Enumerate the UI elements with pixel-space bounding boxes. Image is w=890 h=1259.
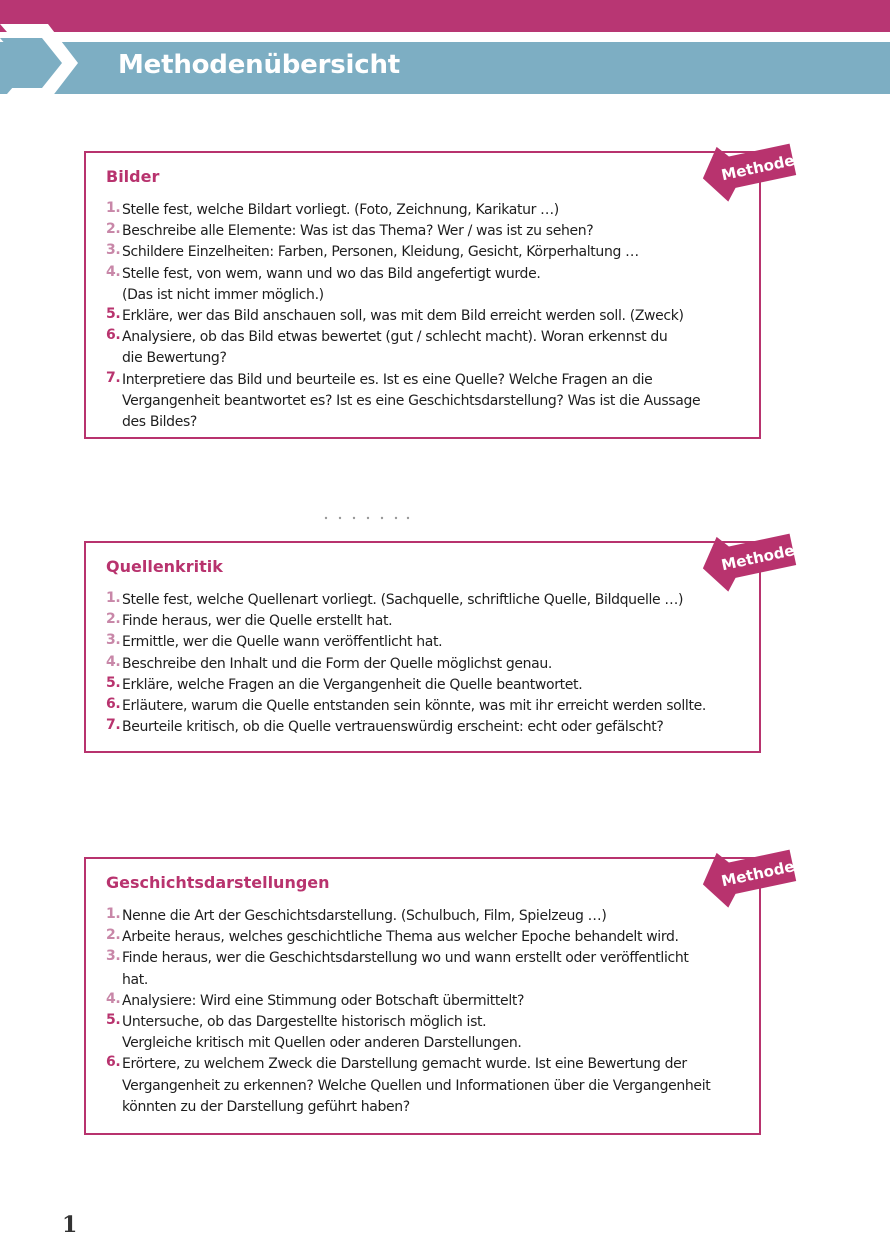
step-item — [106, 906, 746, 927]
step-text-line: die Bewertung? — [122, 350, 227, 367]
step-number: 6. — [106, 1054, 121, 1071]
step-item — [106, 991, 746, 1012]
page-title: Methodenübersicht — [118, 50, 400, 80]
step-item — [106, 717, 746, 738]
step-text-line: Arbeite heraus, welches geschichtliche Thema aus welcher Epoche behandelt wird. — [122, 929, 679, 946]
card-title: Quellenkritik — [106, 557, 223, 576]
step-text-line: Vergleiche kritisch mit Quellen oder anderen Darstellungen. — [122, 1035, 522, 1052]
step-number: 5. — [106, 305, 121, 322]
step-text-line: Erörtere, zu welchem Zweck die Darstellung gemacht wurde. Ist eine Bewertung der — [122, 1056, 687, 1073]
step-number: 2. — [106, 927, 121, 944]
method-card-quellenkritik — [84, 541, 761, 753]
step-text-line: Untersuche, ob das Dargestellte historisch möglich ist. — [122, 1013, 487, 1030]
steps-list — [106, 200, 746, 433]
method-card-geschichtsdarstellungen — [84, 857, 761, 1135]
methode-badge-label: Methode — [719, 151, 797, 185]
step-item — [106, 1054, 746, 1118]
step-number: 6. — [106, 695, 121, 712]
steps-list — [106, 590, 746, 738]
step-text-line: Stelle fest, welche Bildart vorliegt. (Foto, Zeichnung, Karikatur …) — [122, 202, 559, 218]
step-text-line: Vergangenheit zu erkennen? Welche Quellen und Informationen über die Vergangenheit — [122, 1077, 711, 1094]
step-text-line: Ermittle, wer die Quelle wann veröffentlicht hat. — [122, 634, 443, 651]
step-text-line: Erkläre, welche Fragen an die Vergangenheit die Quelle beantwortet. — [122, 676, 583, 693]
card-title: Geschichtsdarstellungen — [106, 873, 330, 892]
step-item — [106, 1012, 746, 1054]
step-number: 6. — [106, 327, 121, 344]
step-item — [106, 200, 746, 221]
divider-dots — [322, 515, 412, 521]
step-text-line: (Das ist nicht immer möglich.) — [122, 286, 324, 303]
step-text-line: Stelle fest, von wem, wann und wo das Bild angefertigt wurde. — [122, 265, 541, 282]
steps-list — [106, 906, 746, 1118]
step-item — [106, 590, 746, 611]
step-item — [106, 327, 746, 369]
methode-badge-icon — [700, 522, 800, 596]
step-item — [106, 654, 746, 675]
step-text-line: Beschreibe alle Elemente: Was ist das Thema? Wer / was ist zu sehen? — [122, 223, 594, 240]
methode-badge-icon — [700, 132, 800, 206]
step-item — [106, 927, 746, 948]
step-text-line: Finde heraus, wer die Quelle erstellt hat. — [122, 613, 393, 630]
step-text-line: Finde heraus, wer die Geschichtsdarstellung wo und wann erstellt oder veröffentlicht — [122, 950, 689, 967]
method-card-bilder — [84, 151, 761, 439]
step-number: 4. — [106, 263, 121, 280]
step-item — [106, 611, 746, 632]
methode-badge-icon — [700, 838, 800, 912]
step-number: 3. — [106, 632, 121, 649]
step-text-line: Beurteile kritisch, ob die Quelle vertrauenswürdig erscheint: echt oder gefälscht? — [122, 719, 664, 736]
step-item — [106, 306, 746, 327]
step-number: 1. — [106, 590, 121, 606]
step-item — [106, 948, 746, 990]
card-title: Bilder — [106, 167, 160, 186]
step-number: 3. — [106, 948, 121, 965]
step-number: 2. — [106, 221, 121, 238]
step-item — [106, 221, 746, 242]
step-number: 4. — [106, 990, 121, 1007]
step-text-line: des Bildes? — [122, 413, 198, 430]
step-number: 7. — [106, 717, 121, 734]
step-item — [106, 696, 746, 717]
step-number: 7. — [106, 369, 121, 386]
step-text-line: Analysiere, ob das Bild etwas bewertet (gut / schlecht macht). Woran erkennst du — [122, 329, 668, 346]
step-number: 3. — [106, 242, 121, 259]
step-item — [106, 675, 746, 696]
step-number: 4. — [106, 653, 121, 670]
step-text-line: Vergangenheit beantwortet es? Ist es eine Geschichtsdarstellung? Was ist die Aussage — [122, 392, 701, 409]
step-item — [106, 370, 746, 434]
step-item — [106, 242, 746, 263]
top-color-bar — [0, 0, 890, 32]
step-number: 5. — [106, 1011, 121, 1028]
step-text-line: könnten zu der Darstellung geführt haben? — [122, 1098, 410, 1115]
step-text-line: hat. — [122, 971, 148, 988]
step-item — [106, 632, 746, 653]
step-number: 1. — [106, 200, 121, 216]
step-text-line: Beschreibe den Inhalt und die Form der Quelle möglichst genau. — [122, 655, 553, 672]
methode-badge-label: Methode — [719, 857, 797, 891]
step-item — [106, 264, 746, 306]
step-text-line: Erkläre, wer das Bild anschauen soll, was mit dem Bild erreicht werden soll. (Zweck) — [122, 307, 684, 324]
step-text-line: Erläutere, warum die Quelle entstanden sein könnte, was mit ihr erreicht werden sollte. — [122, 697, 706, 714]
step-text-line: Nenne die Art der Geschichtsdarstellung. (Schulbuch, Film, Spielzeug …) — [122, 908, 607, 924]
page-number: 1 — [62, 1212, 78, 1238]
banner-chevron-icon — [0, 22, 100, 104]
step-text-line: Interpretiere das Bild und beurteile es. Ist es eine Quelle? Welche Fragen an die — [122, 371, 653, 388]
step-number: 5. — [106, 674, 121, 691]
step-number: 2. — [106, 611, 121, 628]
step-number: 1. — [106, 906, 121, 922]
methode-badge-label: Methode — [719, 541, 797, 575]
step-text-line: Schildere Einzelheiten: Farben, Personen, Kleidung, Gesicht, Körperhaltung … — [122, 244, 639, 261]
step-text-line: Analysiere: Wird eine Stimmung oder Botschaft übermittelt? — [122, 992, 525, 1009]
step-text-line: Stelle fest, welche Quellenart vorliegt. (Sachquelle, schriftliche Quelle, Bildquelle …) — [122, 592, 684, 608]
